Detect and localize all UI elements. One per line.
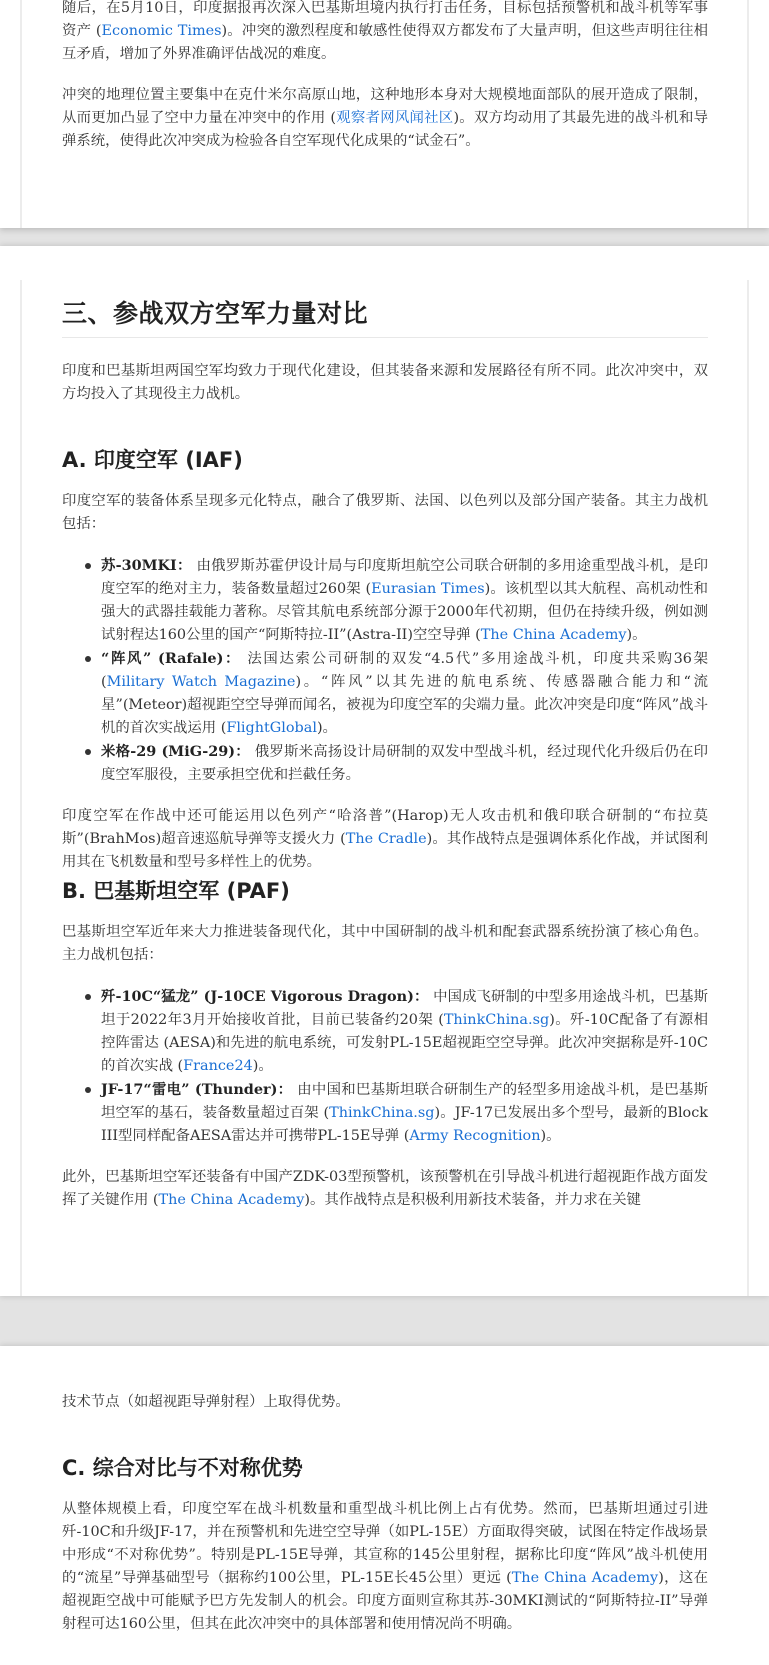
citation-link-china-academy[interactable]: The China Academy	[158, 1192, 305, 1208]
bullet-icon	[85, 1087, 91, 1093]
citation-link[interactable]: ThinkChina.sg	[443, 1012, 550, 1028]
iaf-heading: A. 印度空军 (IAF)	[62, 448, 243, 472]
page-margin-rule	[20, 280, 22, 1296]
citation-link-the-cradle[interactable]: The Cradle	[345, 831, 427, 847]
iaf-outro: 印度空军在作战中还可能运用以色列产“哈洛普”(Harop)无人攻击机和俄印联合研制的“布拉莫斯”(BrahMos)超音速巡航导弹等支援火力 (The Cradle)。其作战特点是强调体系化作战，并试图利用其在飞机数量和型号多样性上的优势。	[62, 808, 708, 870]
paf-aircraft-list	[62, 985, 708, 1148]
list-item: JF-17“雷电” (Thunder)： 由中国和巴基斯坦联合研制生产的轻型多用途战斗机，是巴基斯坦空军的基石，装备数量超过百架 (ThinkChina.sg)。JF-17已发展出多个型号，最新的Block III型同样配备AESA雷达并可携带PL-15E导弹 (Army Recognition)。	[62, 1078, 708, 1148]
citation-link-china-academy[interactable]: The China Academy	[511, 1570, 659, 1586]
document-page-3	[0, 1346, 769, 1665]
paf-intro: 巴基斯坦空军近年来大力推进装备现代化，其中中国研制的战斗机和配套武器系统扮演了核心角色。主力战机包括：	[62, 924, 708, 963]
page-margin-rule	[20, 0, 22, 228]
iaf-aircraft-list	[62, 554, 708, 787]
citation-link-guancha[interactable]: 观察者网风闻社区	[336, 110, 454, 126]
citation-link[interactable]: France24	[183, 1058, 253, 1074]
document-page-2	[0, 246, 769, 1296]
citation-link[interactable]: ThinkChina.sg	[329, 1105, 435, 1121]
comparison-paragraph: 从整体规模上看，印度空军在战斗机数量和重型战斗机比例上占有优势。然而，巴基斯坦通过引进歼-10C和升级JF-17，并在预警机和先进空空导弹（如PL-15E）方面取得突破，试图在特定作战场景中形成“不对称优势”。特别是PL-15E导弹，其宣称的145公里射程，据称比印度“阵风”战斗机使用的“流星”导弹基础型号（据称约100公里，PL-15E长45公里）更远 (The China Academy)，这在超视距空战中可能赋予巴方先发制人的机会。印度方面则宣称其苏-30MKI测试的“阿斯特拉-II”导弹射程可达160公里，但其在此次冲突中的具体部署和使用情况尚不明确。	[62, 1501, 708, 1632]
list-item: “阵风” (Rafale)： 法国达索公司研制的双发“4.5代”多用途战斗机，印度共采购36架 (Military Watch Magazine)。“阵风”以其先进的航电系统、传感器融合能力和“流星”(Meteor)超视距空空导弹而闻名，被视为印度空军的尖端力量。此次冲突是印度“阵风”战斗机的首次实战运用 (FlightGlobal)。	[62, 647, 708, 740]
document-page-1	[0, 0, 769, 228]
list-item: 苏-30MKI： 由俄罗斯苏霍伊设计局与印度斯坦航空公司联合研制的多用途重型战斗机，是印度空军的绝对主力，装备数量超过260架 (Eurasian Times)。该机型以其大航程、高机动性和强大的武器挂载能力著称。尽管其航电系统部分源于2000年代初期，但仍在持续升级，例如测试射程达160公里的国产“阿斯特拉-II”(Astra-II)空空导弹 (The China Academy)。	[62, 554, 708, 647]
citation-link[interactable]: The China Academy	[480, 627, 627, 643]
iaf-intro: 印度空军的装备体系呈现多元化特点，融合了俄罗斯、法国、以色列以及部分国产装备。其主力战机包括：	[62, 493, 708, 532]
section-intro: 印度和巴基斯坦两国空军均致力于现代化建设，但其装备来源和发展路径有所不同。此次冲突中，双方均投入了其现役主力战机。	[62, 363, 708, 402]
comparison-heading: C. 综合对比与不对称优势	[62, 1456, 303, 1480]
citation-link[interactable]: Army Recognition	[409, 1128, 541, 1144]
paragraph-may10-strikes: 随后，在5月10日，印度据报再次深入巴基斯坦境内执行打击任务，目标包括预警机和战斗机等军事资产 (Economic Times)。冲突的激烈程度和敏感性使得双方都发布了大量声明，但这些声明往往相互矛盾，增加了外界准确评估战况的难度。	[62, 0, 708, 62]
list-item: 歼-10C“猛龙” (J-10CE Vigorous Dragon)： 中国成飞研制的中型多用途战斗机，巴基斯坦于2022年3月开始接收首批，目前已装备约20架 (ThinkChina.sg)。歼-10C配备了有源相控阵雷达 (AESA)和先进的航电系统，可发射PL-15E超视距空空导弹。此次冲突据称是歼-10C的首次实战 (France24)。	[62, 985, 708, 1078]
bullet-icon	[85, 749, 91, 755]
page-margin-rule	[747, 0, 749, 228]
citation-link[interactable]: Eurasian Times	[371, 581, 485, 597]
page-margin-rule	[747, 280, 749, 1296]
bullet-icon	[85, 563, 91, 569]
citation-link-economic-times[interactable]: Economic Times	[101, 23, 222, 39]
bullet-icon	[85, 994, 91, 1000]
paf-outro-continuation: 技术节点（如超视距导弹射程）上取得优势。	[62, 1394, 350, 1410]
section-title-divider	[62, 337, 708, 338]
paf-heading: B. 巴基斯坦空军 (PAF)	[62, 879, 290, 903]
list-item: 米格-29 (MiG-29)： 俄罗斯米高扬设计局研制的双发中型战斗机，经过现代化升级后仍在印度空军服役，主要承担空优和拦截任务。	[62, 740, 708, 787]
paf-outro: 此外，巴基斯坦空军还装备有中国产ZDK-03型预警机，该预警机在引导战斗机进行超视距作战方面发挥了关键作用 (The China Academy)。其作战特点是积极利用新技术装备，并力求在关键	[62, 1169, 708, 1208]
bullet-icon	[85, 656, 91, 662]
citation-link[interactable]: Military Watch Magazine	[106, 674, 296, 690]
paragraph-kashmir-terrain: 冲突的地理位置主要集中在克什米尔高原山地，这种地形本身对大规模地面部队的展开造成了限制，从而更加凸显了空中力量在冲突中的作用 (观察者网风闻社区)。双方均动用了其最先进的战斗机和导弹系统，使得此次冲突成为检验各自空军现代化成果的“试金石”。	[62, 87, 708, 149]
section-title: 三、参战双方空军力量对比	[62, 299, 369, 328]
citation-link[interactable]: FlightGlobal	[226, 720, 317, 736]
